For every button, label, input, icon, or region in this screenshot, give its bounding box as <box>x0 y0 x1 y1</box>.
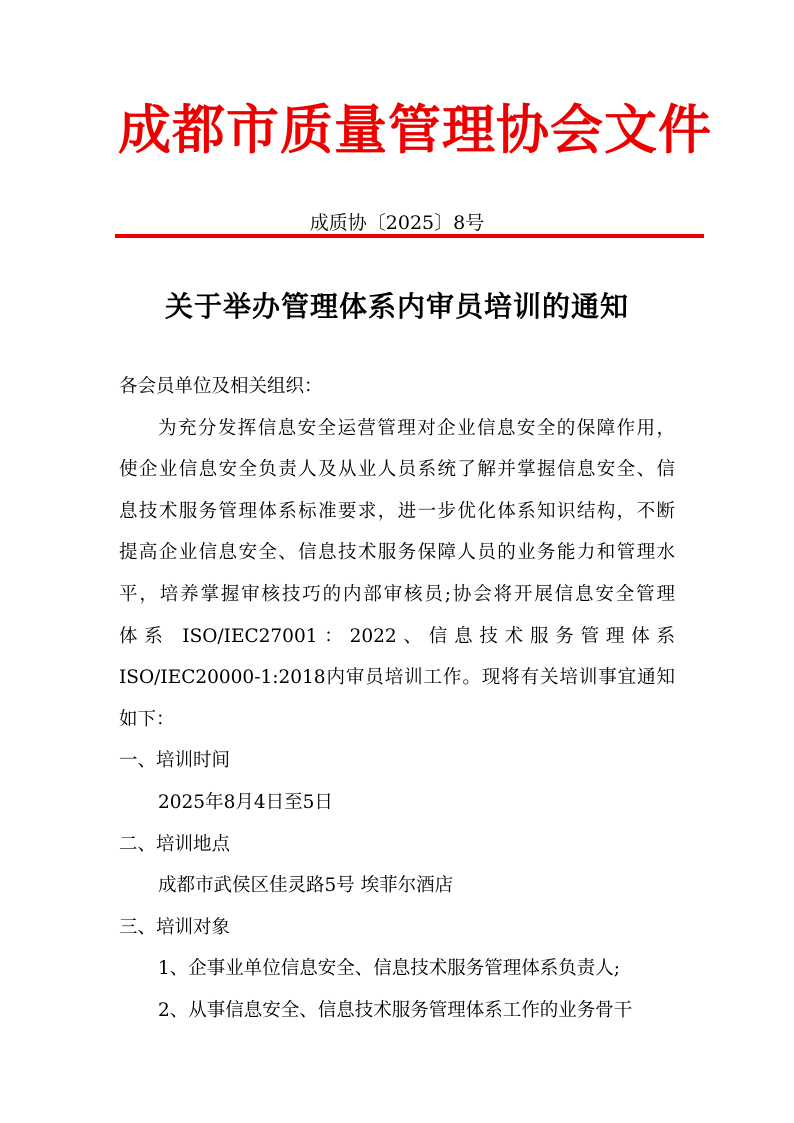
notice-title: 关于举办管理体系内审员培训的通知 <box>164 290 629 323</box>
audience-item: 2、从事信息安全、信息技术服务管理体系工作的业务骨干 <box>158 999 633 1021</box>
paragraph-line: 息技术服务管理体系标准要求，进一步优化体系知识结构，不断 <box>119 500 675 522</box>
paragraph-line: 平，培养掌握审核技巧的内部审核员;协会将开展信息安全管理 <box>119 583 675 605</box>
notice-body <box>119 372 675 1038</box>
training-location: 成都市武侯区佳灵路5号 埃菲尔酒店 <box>158 875 454 897</box>
section-heading-time: 一、培训时间 <box>119 750 231 772</box>
section-heading-audience: 三、培训对象 <box>119 916 231 938</box>
paragraph-line: 体系 ISO/IEC27001：2022、信息技术服务管理体系 <box>119 625 675 647</box>
paragraph-line: ISO/IEC20000-1:2018内审员培训工作。现将有关培训事宜通知 <box>119 667 675 689</box>
audience-item: 1、企事业单位信息安全、信息技术服务管理体系负责人; <box>158 958 621 980</box>
paragraph-line: 使企业信息安全负责人及从业人员系统了解并掌握信息安全、信 <box>119 459 675 481</box>
training-date: 2025年8月4日至5日 <box>158 791 333 813</box>
red-divider-line <box>115 234 704 238</box>
paragraph-line: 如下： <box>119 708 175 730</box>
paragraph-line: 为充分发挥信息安全运营管理对企业信息安全的保障作用， <box>158 417 675 439</box>
section-heading-location: 二、培训地点 <box>119 833 231 855</box>
document-number: 成质协〔2025〕8号 <box>309 212 485 234</box>
salutation: 各会员单位及相关组织： <box>119 376 323 397</box>
organization-title: 成都市质量管理协会文件 <box>118 100 712 161</box>
paragraph-line: 提高企业信息安全、信息技术服务保障人员的业务能力和管理水 <box>119 542 675 564</box>
